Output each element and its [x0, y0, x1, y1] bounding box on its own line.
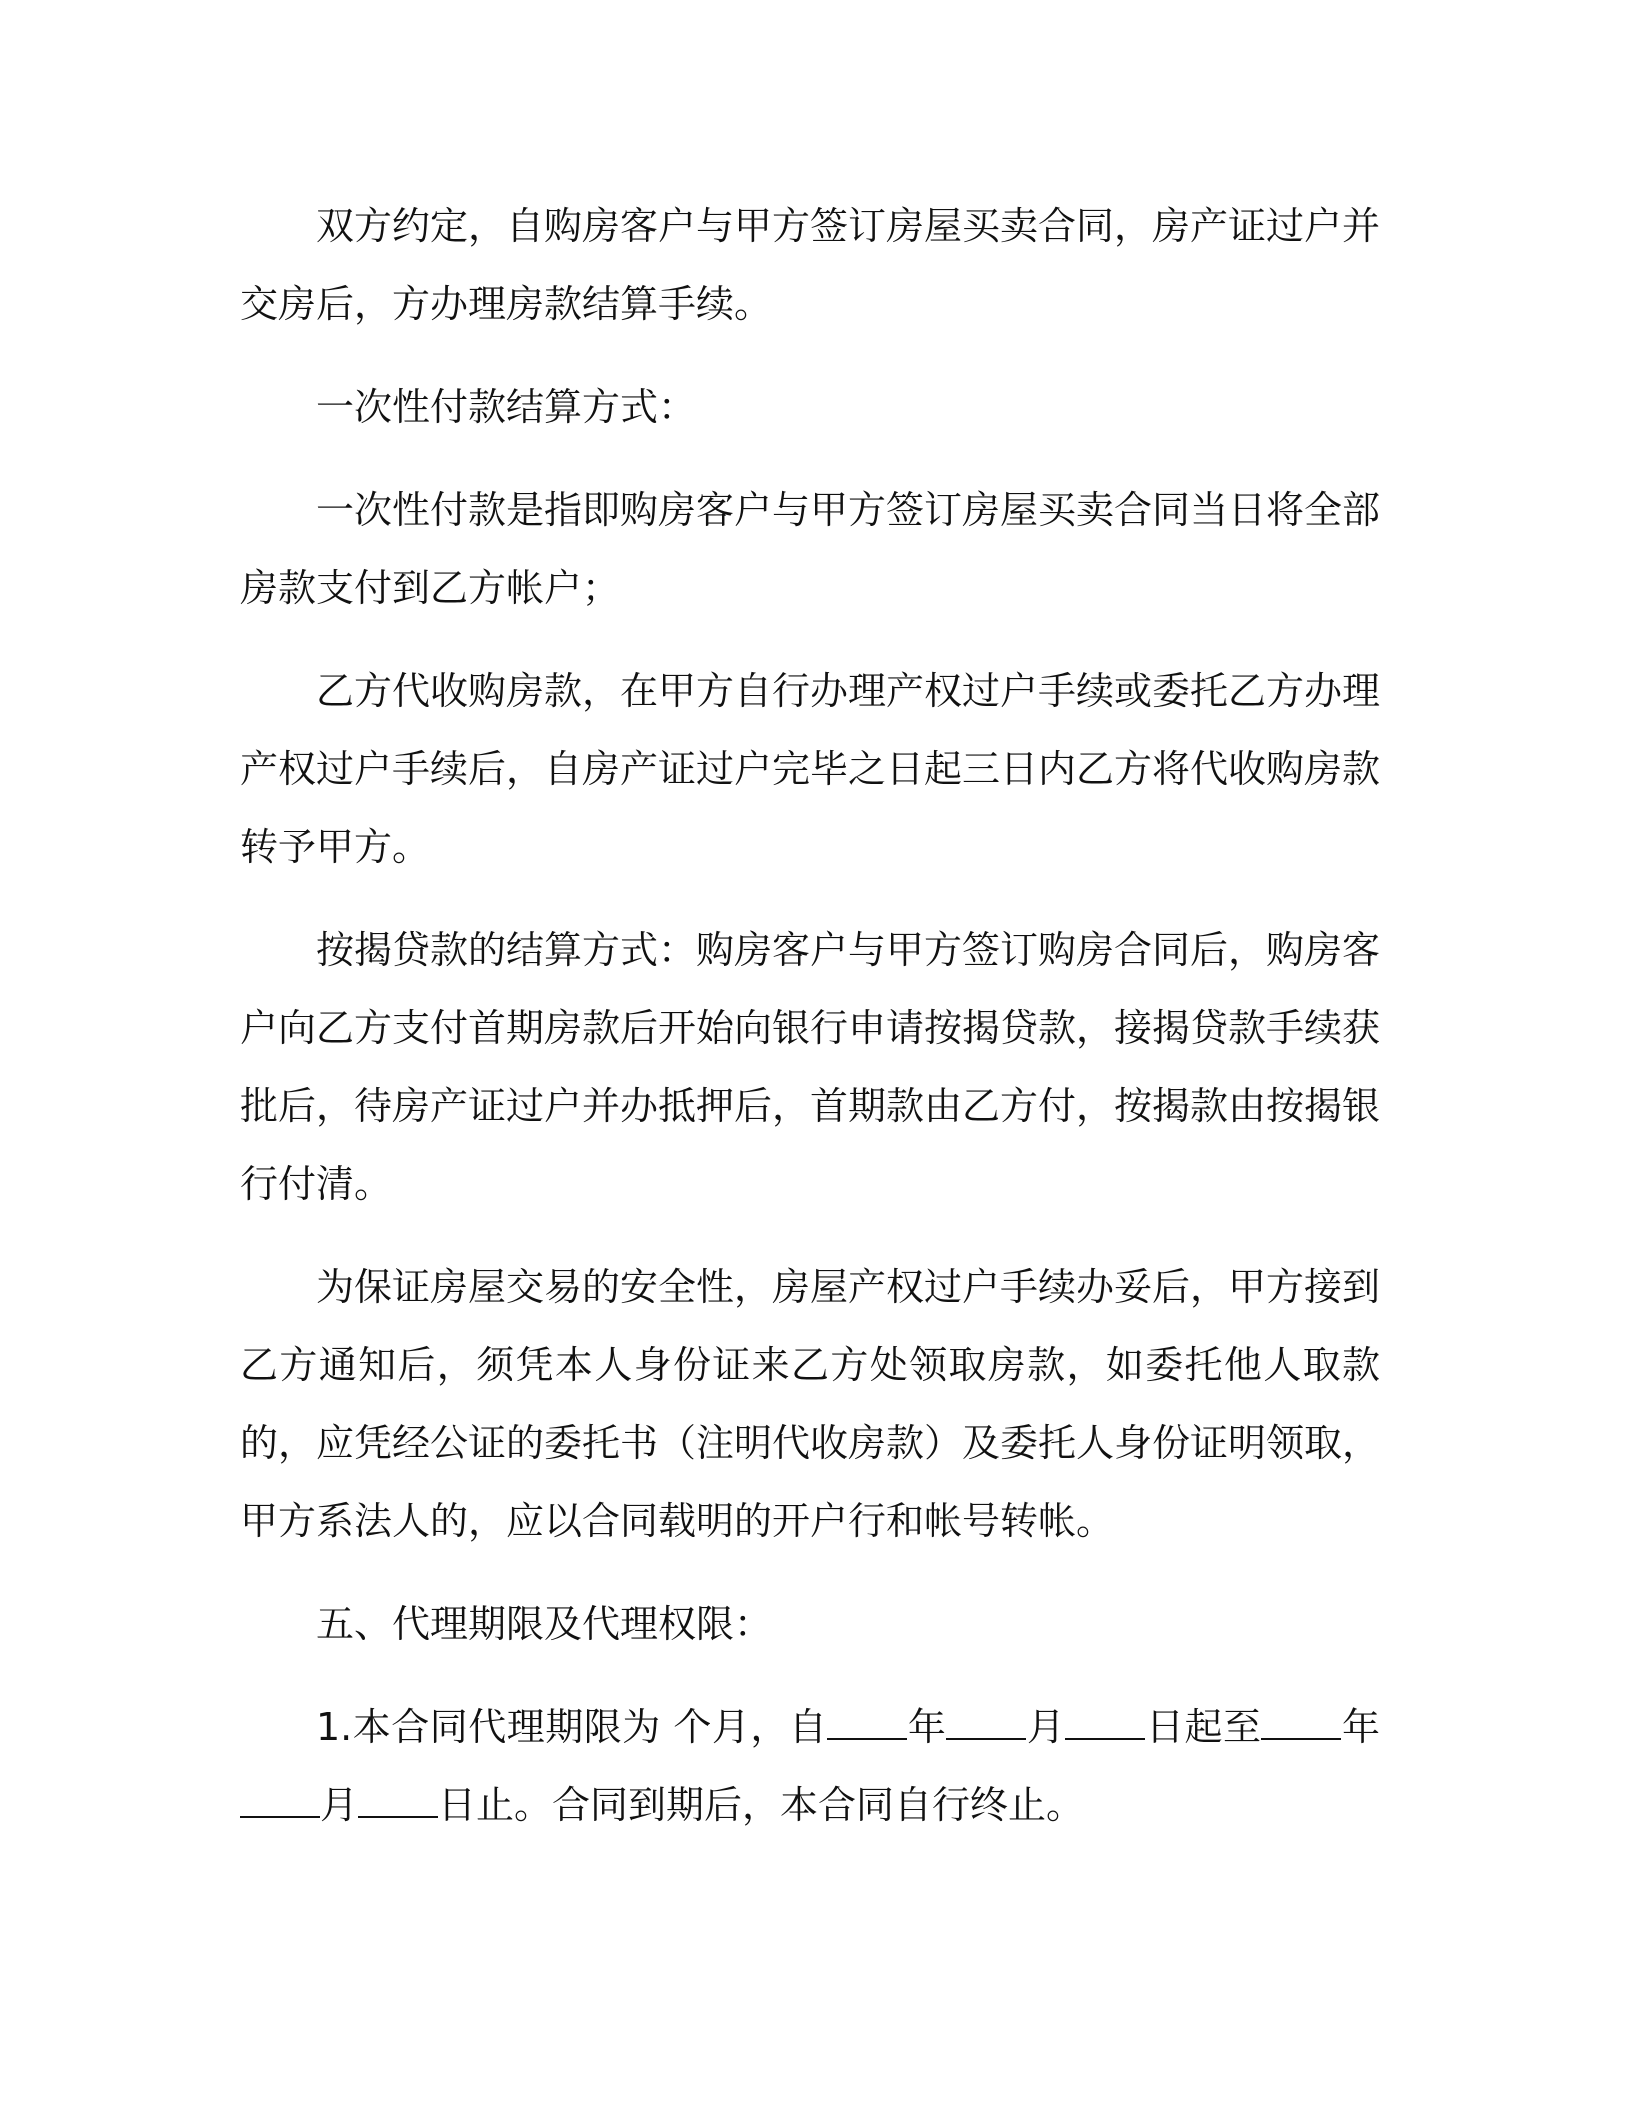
- blank-start-month: [946, 1708, 1026, 1740]
- term-clause-text: 1.本合同代理期限为 个月，自: [316, 1705, 828, 1749]
- section-heading-term-authority: 五、代理期限及代理权限：: [316, 1602, 773, 1646]
- paragraph-lump-sum-heading: 一次性付款结算方式：: [316, 385, 697, 429]
- term-clause-text: 日止。合同到期后，本合同自行终止。: [438, 1783, 1085, 1827]
- paragraph-term-clause: [240, 1688, 1380, 1844]
- blank-end-day: [358, 1786, 438, 1818]
- blank-start-year: [827, 1708, 907, 1740]
- blank-end-month: [240, 1786, 320, 1818]
- document-body: [240, 187, 1380, 1869]
- paragraph-collection-transfer: 乙方代收购房款，在甲方自行办理产权过户手续或委托乙方办理产权过户手续后，自房产证过户完毕之日起三日内乙方将代收购房款转予甲方。: [240, 669, 1381, 869]
- paragraph-settlement-agreement: 双方约定，自购房客户与甲方签订房屋买卖合同，房产证过户并交房后，方办理房款结算手续。: [240, 204, 1381, 326]
- paragraph-mortgage-settlement: 按揭贷款的结算方式：购房客户与甲方签订购房合同后，购房客户向乙方支付首期房款后开始向银行申请按揭贷款，接揭贷款手续获批后，待房产证过户并办抵押后，首期款由乙方付，按揭款由按揭银行付清。: [240, 928, 1381, 1206]
- blank-end-year: [1261, 1708, 1341, 1740]
- term-clause-text: 月: [320, 1783, 359, 1827]
- paragraph-security-procedure: 为保证房屋交易的安全性，房屋产权过户手续办妥后，甲方接到乙方通知后，须凭本人身份证来乙方处领取房款，如委托他人取款的，应凭经公证的委托书（注明代收房款）及委托人身份证明领取，甲方系法人的，应以合同载明的开户行和帐号转帐。: [240, 1265, 1381, 1543]
- paragraph-lump-sum-definition: 一次性付款是指即购房客户与甲方签订房屋买卖合同当日将全部房款支付到乙方帐户；: [240, 488, 1381, 610]
- term-clause-text: 日起至: [1145, 1705, 1262, 1749]
- blank-start-day: [1065, 1708, 1145, 1740]
- term-clause-text: 年: [907, 1705, 947, 1749]
- term-clause-text: 年: [1341, 1705, 1380, 1749]
- term-clause-text: 月: [1026, 1705, 1066, 1749]
